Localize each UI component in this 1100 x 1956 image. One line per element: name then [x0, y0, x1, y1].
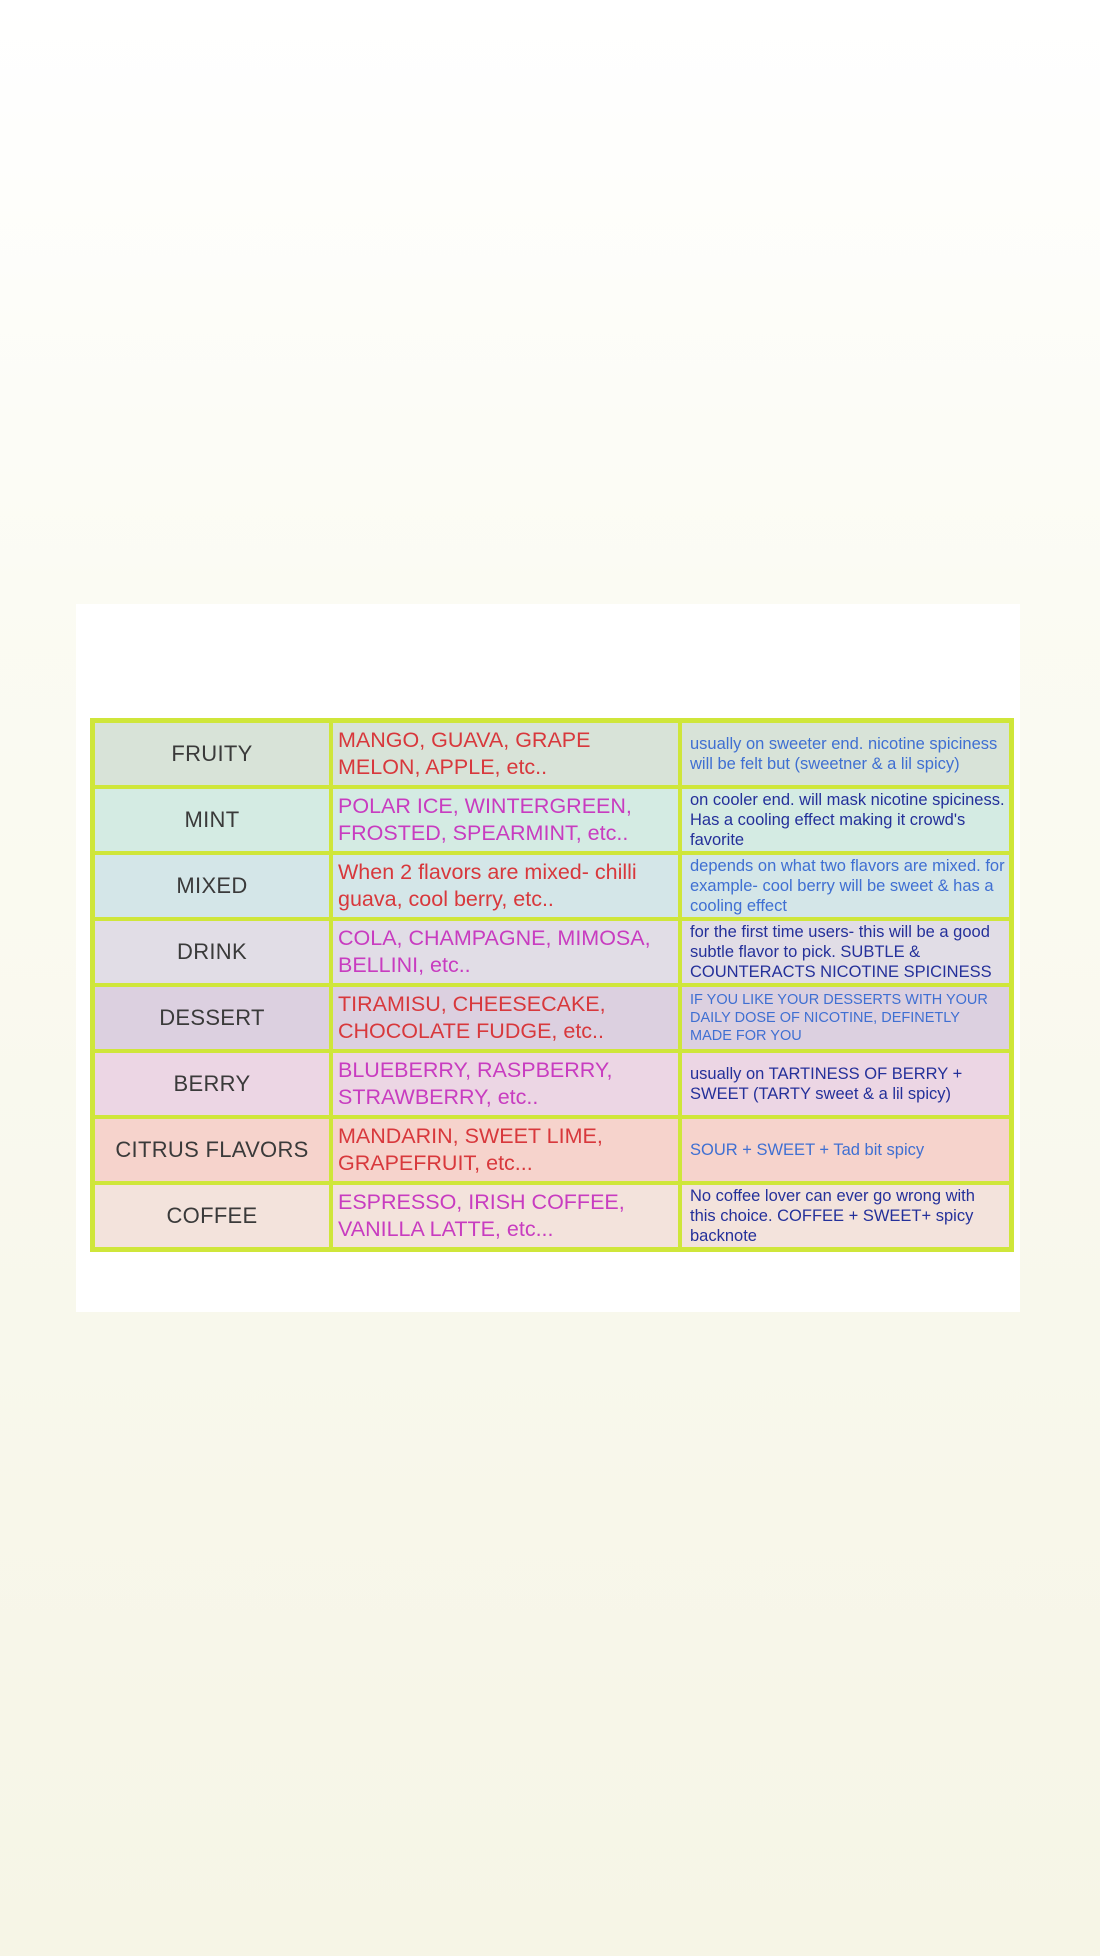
examples-cell-berry	[333, 1053, 678, 1115]
category-cell-mint	[95, 789, 329, 851]
category-cell-fruity	[95, 723, 329, 785]
category-label: DRINK	[177, 939, 247, 964]
description-text: usually on TARTINESS OF BERRY + SWEET (TARTY sweet & a lil spicy)	[690, 1065, 963, 1103]
description-cell-fruity	[682, 723, 1009, 785]
description-text: No coffee lover can ever go wrong with this choice. COFFEE + SWEET+ spicy backnote	[690, 1187, 975, 1245]
category-cell-coffee	[95, 1185, 329, 1247]
examples-cell-dessert	[333, 987, 678, 1049]
description-cell-drink	[682, 921, 1009, 983]
examples-text: ESPRESSO, IRISH COFFEE, VANILLA LATTE, etc...	[338, 1190, 625, 1241]
description-text: on cooler end. will mask nicotine spiciness. Has a cooling effect making it crowd's favorite	[690, 791, 1005, 849]
examples-text: POLAR ICE, WINTERGREEN, FROSTED, SPEARMINT, etc..	[338, 794, 632, 845]
category-label: FRUITY	[171, 741, 253, 766]
description-cell-citrus	[682, 1119, 1009, 1181]
category-cell-drink	[95, 921, 329, 983]
category-cell-citrus	[95, 1119, 329, 1181]
examples-cell-coffee	[333, 1185, 678, 1247]
description-cell-berry	[682, 1053, 1009, 1115]
description-cell-mint	[682, 789, 1009, 851]
examples-text: BLUEBERRY, RASPBERRY, STRAWBERRY, etc..	[338, 1058, 613, 1109]
description-text: SOUR + SWEET + Tad bit spicy	[690, 1141, 925, 1159]
description-text: for the first time users- this will be a good subtle flavor to pick. SUBTLE & COUNTERACTS NICOTINE SPICINESS	[690, 923, 992, 981]
category-label: COFFEE	[166, 1203, 258, 1228]
category-label: DESSERT	[159, 1005, 265, 1030]
description-cell-dessert	[682, 987, 1009, 1049]
examples-cell-drink	[333, 921, 678, 983]
description-cell-coffee	[682, 1185, 1009, 1247]
category-label: CITRUS FLAVORS	[115, 1137, 309, 1162]
category-label: BERRY	[173, 1071, 251, 1096]
examples-text: MANDARIN, SWEET LIME, GRAPEFRUIT, etc...	[338, 1124, 603, 1175]
examples-cell-mint	[333, 789, 678, 851]
description-text: depends on what two flavors are mixed. for example- cool berry will be sweet & has a cooling effect	[690, 857, 1005, 915]
examples-text: COLA, CHAMPAGNE, MIMOSA, BELLINI, etc..	[338, 926, 651, 977]
category-label: MINT	[184, 807, 240, 832]
examples-text: TIRAMISU, CHEESECAKE, CHOCOLATE FUDGE, etc..	[338, 992, 606, 1043]
examples-cell-fruity	[333, 723, 678, 785]
category-cell-mixed	[95, 855, 329, 917]
category-cell-berry	[95, 1053, 329, 1115]
examples-cell-citrus	[333, 1119, 678, 1181]
examples-text: When 2 flavors are mixed- chilli guava, cool berry, etc..	[338, 860, 637, 911]
description-text: IF YOU LIKE YOUR DESSERTS WITH YOUR DAILY DOSE OF NICOTINE, DEFINETLY MADE FOR YOU	[690, 992, 988, 1044]
description-cell-mixed	[682, 855, 1009, 917]
examples-cell-mixed	[333, 855, 678, 917]
flavor-table	[90, 718, 1014, 1252]
description-text: usually on sweeter end. nicotine spiciness will be felt but (sweetner & a lil spicy)	[690, 735, 998, 773]
category-cell-dessert	[95, 987, 329, 1049]
examples-text: MANGO, GUAVA, GRAPE MELON, APPLE, etc..	[338, 728, 591, 779]
category-label: MIXED	[176, 873, 248, 898]
